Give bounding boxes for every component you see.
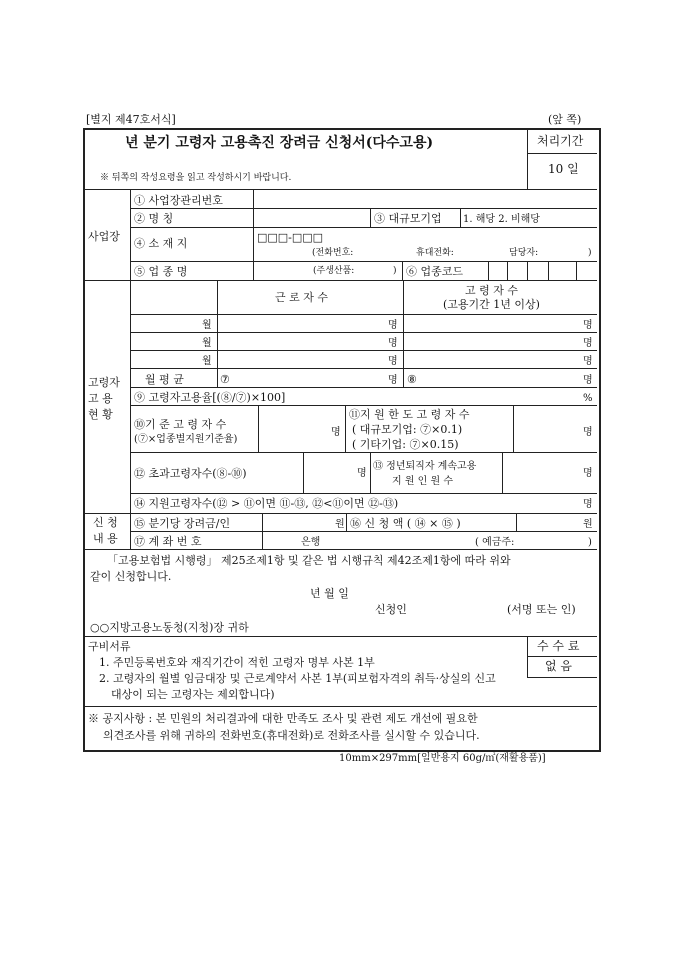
page-side: (앞 쪽) <box>548 113 582 126</box>
fee-value: 없 음 <box>545 659 572 673</box>
mobile-label[interactable]: 휴대전화: <box>416 248 454 258</box>
large-company-options[interactable]: 1. 해당 2. 비해당 <box>463 214 540 225</box>
paren-close: ) <box>588 537 592 548</box>
elderly-header: 고 령 자 수 <box>465 284 518 297</box>
workplace-number-input[interactable] <box>256 192 594 206</box>
phone-label[interactable]: (전화번호: <box>312 248 354 258</box>
employment-label-2: 고 용 <box>88 392 113 405</box>
field-account-number: ⑰ 계 좌 번 호 <box>134 535 202 548</box>
document-item-1: 1. 주민등록번호와 재직기간이 적힌 고령자 명부 사본 1부 <box>99 656 375 669</box>
field-support-limit: ⑪지 원 한 도 고 령 자 수 <box>349 408 470 421</box>
paper-spec: 10mm×297mm[일반용지 60g/㎡(재활용품)] <box>339 753 546 764</box>
circle-7: ⑦ <box>220 373 230 386</box>
month-label: 월 <box>202 320 212 331</box>
field-support-limit-other: ( 기타기업: ⑦×0.15) <box>352 438 459 451</box>
form-title: 년 분기 고령자 고용촉진 장려금 신청서(다수고용) <box>125 135 434 151</box>
person-unit: 명 <box>583 499 593 510</box>
workplace-section-label: 사업장 <box>88 230 120 243</box>
document-item-2-cont: 대상이 되는 고령자는 제외합니다) <box>111 688 275 701</box>
application-date[interactable]: 년 월 일 <box>310 587 349 600</box>
processing-period-value: 10 일 <box>548 162 579 176</box>
field-quarterly-subsidy: ⑮ 분기당 장려금/인 <box>134 517 231 530</box>
person-unit: 명 <box>583 338 593 349</box>
instruction-note: ※ 뒤쪽의 작성요령을 읽고 작성하시기 바랍니다. <box>100 173 292 183</box>
field-base-elderly: ⑩기 준 고 령 자 수 <box>134 418 227 431</box>
declaration-line-1: 「고용보험법 시행령」 제25조제1항 및 같은 법 시행규칙 제42조제1항에 따라 위와 <box>107 554 511 567</box>
field-excess-elderly: ⑫ 초과고령자수(⑧-⑩) <box>134 467 247 480</box>
person-unit: 명 <box>388 320 398 331</box>
application-label-1: 신 청 <box>93 516 118 529</box>
form-number: [별지 제47호서식] <box>86 113 176 126</box>
field-address: ④ 소 재 지 <box>134 237 188 250</box>
notice-line-1: ※ 공지사항 : 본 민원의 처리결과에 대한 만족도 조사 및 관련 제도 개선에 필요한 <box>88 712 478 725</box>
person-unit: 명 <box>388 356 398 367</box>
manager-label[interactable]: 담당자: <box>509 248 539 258</box>
applicant-label: 신청인 <box>375 603 407 616</box>
recipient: ○○지방고용노동청(지청)장 귀하 <box>90 621 249 634</box>
person-unit: 명 <box>583 375 593 386</box>
bank-label[interactable]: 은행 <box>301 537 321 548</box>
employment-label-3: 현 황 <box>88 408 113 421</box>
field-retiree-support-count: 지 원 인 원 수 <box>392 476 454 487</box>
person-unit: 명 <box>388 338 398 349</box>
elderly-subheader: (고용기간 1년 이상) <box>443 298 540 311</box>
field-industry-name: ⑤ 업 종 명 <box>134 265 188 278</box>
field-support-elderly: ⑭ 지원고령자수(⑫ > ⑪이면 ⑪-⑬, ⑫<⑪이면 ⑫-⑬) <box>134 497 399 510</box>
field-base-elderly-formula: (⑦×업종별지원기준율) <box>134 434 238 445</box>
document-item-2: 2. 고령자의 월별 임금대장 및 근로계약서 사본 1부(피보험자격의 취득·상실의 신고 <box>99 672 496 685</box>
won-unit: 원 <box>335 519 345 530</box>
account-holder-label[interactable]: ( 예금주: <box>475 537 515 548</box>
paren-close: ) <box>393 266 397 276</box>
documents-label: 구비서류 <box>88 640 131 653</box>
month-label: 월 <box>202 356 212 367</box>
field-large-company: ③ 대규모기업 <box>374 212 442 225</box>
field-retiree-continued: ⑬ 정년퇴직자 계속고용 <box>373 461 477 472</box>
field-industry-code: ⑥ 업종코드 <box>406 265 464 278</box>
field-workplace-number: ① 사업장관리번호 <box>134 194 223 207</box>
monthly-average-label: 월 평 균 <box>145 373 184 386</box>
person-unit: 명 <box>357 468 367 479</box>
person-unit: 명 <box>583 468 593 479</box>
declaration-line-2: 같이 신청합니다. <box>90 570 172 583</box>
application-label-2: 내 용 <box>93 532 118 545</box>
won-unit: 원 <box>583 519 593 530</box>
field-application-amount: ⑯ 신 청 액 ( ⑭ × ⑮ ) <box>350 517 461 530</box>
address-postcode[interactable]: □□□-□□□ <box>257 231 324 244</box>
percent-unit: % <box>583 393 593 404</box>
workers-header: 근 로 자 수 <box>275 291 328 304</box>
person-unit: 명 <box>583 356 593 367</box>
name-input[interactable] <box>256 210 366 225</box>
main-product-label[interactable]: (주생산품: <box>313 266 355 276</box>
fee-label: 수 수 료 <box>537 639 580 653</box>
person-unit: 명 <box>583 427 593 438</box>
month-label: 월 <box>202 338 212 349</box>
person-unit: 명 <box>388 375 398 386</box>
person-unit: 명 <box>331 427 341 438</box>
signature-label[interactable]: (서명 또는 인) <box>507 603 576 616</box>
field-support-limit-large: ( 대규모기업: ⑦×0.1) <box>352 423 463 436</box>
circle-8: ⑧ <box>407 373 417 386</box>
paren-close: ) <box>588 248 592 258</box>
processing-period-label: 처리기간 <box>537 134 584 148</box>
field-elderly-rate: ⑨ 고령자고용율[(⑧/⑦)×100] <box>134 391 286 404</box>
person-unit: 명 <box>583 320 593 331</box>
field-name: ② 명 칭 <box>134 212 174 225</box>
notice-line-2: 의견조사를 위해 귀하의 전화번호(휴대전화)로 전화조사를 실시할 수 있습니다. <box>103 729 480 742</box>
employment-label-1: 고령자 <box>88 376 120 389</box>
industry-code-input[interactable] <box>489 263 596 279</box>
